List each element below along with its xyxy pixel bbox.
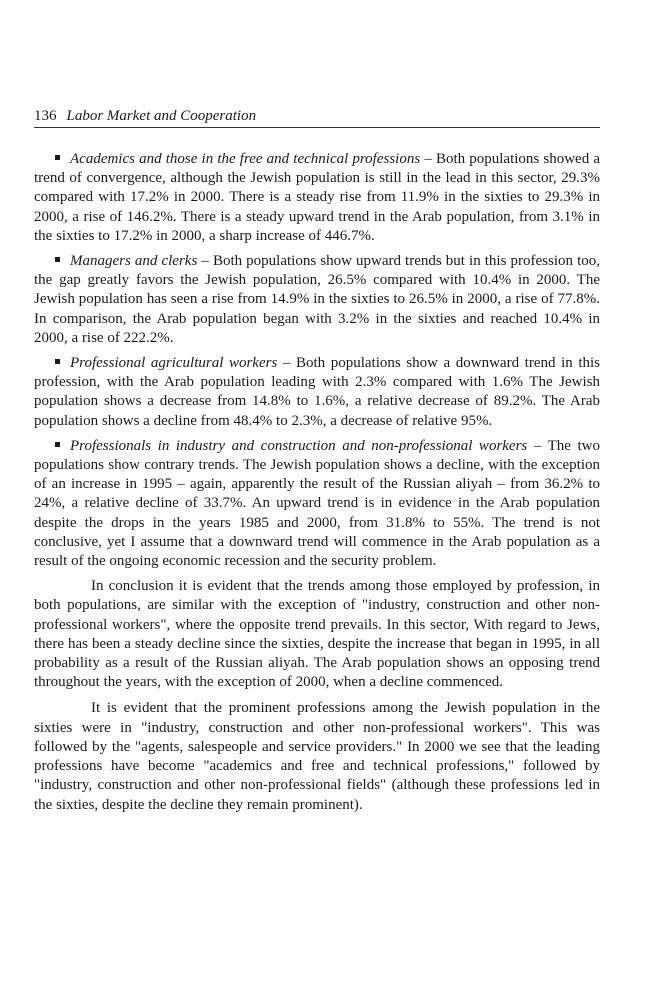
- bullet-item-industry: [34, 437, 600, 571]
- bullet-square-icon: [55, 359, 60, 364]
- bullet-text: The two populations show contrary trends. The Jewish population shows a decline, with the exception of an increase in 1995 – again, apparently the result of the Russian aliyah – from 36.2% to 24%, a relative decline of 33.7%. An upward trend is in evidence in the Arab population despite the drops in the years 1985 and 2000, from 31.8% to 55%. The trend is not conclusive, yet I assume that a downward trend will commence in the Arab population as a result of the ongoing economic recession and the security problem.: [34, 437, 600, 570]
- bullet-lead: Professional agricultural workers: [70, 355, 278, 372]
- running-header: [34, 106, 600, 128]
- bullet-lead: Managers and clerks: [70, 253, 198, 270]
- bullet-text: – Both populations showed a trend of convergence, although the Jewish population is still in the lead in this sector, 29.3% compared with 17.2% in 2000. There is a steady rise from 11.9% in the sixties to 29.3% in 2000, a rise of 146.2%. There is a steady upward trend in the Arab population, from 3.1% in the sixties to 17.2% in 2000, a sharp increase of 446.7%.: [34, 151, 601, 244]
- bullet-item-managers: [34, 252, 600, 348]
- conclusion-paragraph: In conclusion it is evident that the trends among those employed by profession, in both populations, are similar with the exception of "industry, construction and other non-professional workers", where the opposite trend prevails. In this sector, With regard to Jews, there has been a steady decline since the sixties, despite the increase that began in 1995, in all probability as a result of the Russian aliyah. The Arab population shows an opposing trend throughout the years, with the exception of 2000, when a decline commenced.: [34, 578, 600, 691]
- bullet-text: – Both populations show a downward trend in this profession, with the Arab population leading with 2.3% compared with 1.6% The Jewish population shows a decrease from 14.8% to 1.6%, a relative decrease of 89.2%. The Arab population shows a decline from 48.4% to 2.3%, a decrease of relative 95%.: [34, 355, 600, 429]
- bullet-lead: Academics and those in the free and technical professions: [70, 151, 421, 167]
- prominent-professions-paragraph: It is evident that the prominent professions among the Jewish population in the sixties were in "industry, construction and other non-professional workers". This was followed by the "agents, salespeople and service providers." In 2000 we see that the leading professions have become "academics and free and technical professions," followed by "industry, construction and other non-professional fields" (although these professions led in the sixties, despite the decline they remain prominent).: [34, 700, 600, 813]
- bullet-square-icon: [55, 257, 60, 262]
- page-number: 136: [34, 108, 57, 124]
- page-body: [34, 150, 600, 815]
- book-page: [34, 106, 600, 822]
- bullet-square-icon: [55, 442, 60, 447]
- bullet-lead: Professionals in industry and construction and non-professional workers –: [70, 437, 542, 454]
- bullet-item-academics: [34, 150, 600, 246]
- running-header-title: Labor Market and Cooperation: [66, 108, 257, 124]
- bullet-text: – Both populations show upward trends but in this profession too, the gap greatly favors the Jewish population, 26.5% compared with 10.4% in 2000. The Jewish population has seen a rise from 14.9% in the sixties to 26.5% in 2000, a rise of 77.8%. In comparison, the Arab population began with 3.2% in the sixties and reached 10.4% in 2000, a rise of 222.2%.: [34, 253, 600, 346]
- bullet-square-icon: [55, 155, 60, 160]
- bullet-item-agricultural: [34, 354, 600, 431]
